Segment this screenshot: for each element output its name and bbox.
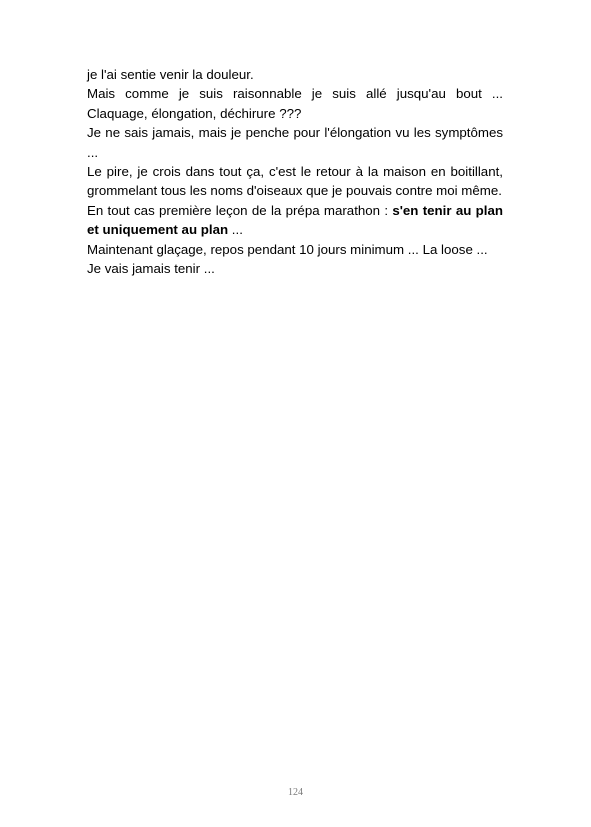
paragraph: Le pire, je crois dans tout ça, c'est le retour à la maison en boitillant, grommelant tous les noms d'oiseaux que je pouvais contre moi même. <box>87 164 503 199</box>
lesson-text-ellipsis: ... <box>228 222 243 238</box>
paragraph-lesson <box>87 201 503 240</box>
lesson-text-intro: En tout cas première leçon de la prépa marathon : <box>87 202 393 218</box>
paragraph: Je vais jamais tenir ... <box>87 261 215 277</box>
lesson-emphasis: s'en tenir au plan et uniquement au plan <box>87 202 503 238</box>
paragraph: Je ne sais jamais, mais je penche pour l'élongation vu les symptômes ... <box>87 125 503 160</box>
page-number: 124 <box>288 787 303 798</box>
body-text <box>87 65 503 278</box>
paragraph: Mais comme je suis raisonnable je suis allé jusqu'au bout ... Claquage, élongation, déchirure ??? <box>87 86 503 121</box>
paragraph: Maintenant glaçage, repos pendant 10 jours minimum ... La loose ... <box>87 241 488 257</box>
paragraph: je l'ai sentie venir la douleur. <box>87 67 254 82</box>
